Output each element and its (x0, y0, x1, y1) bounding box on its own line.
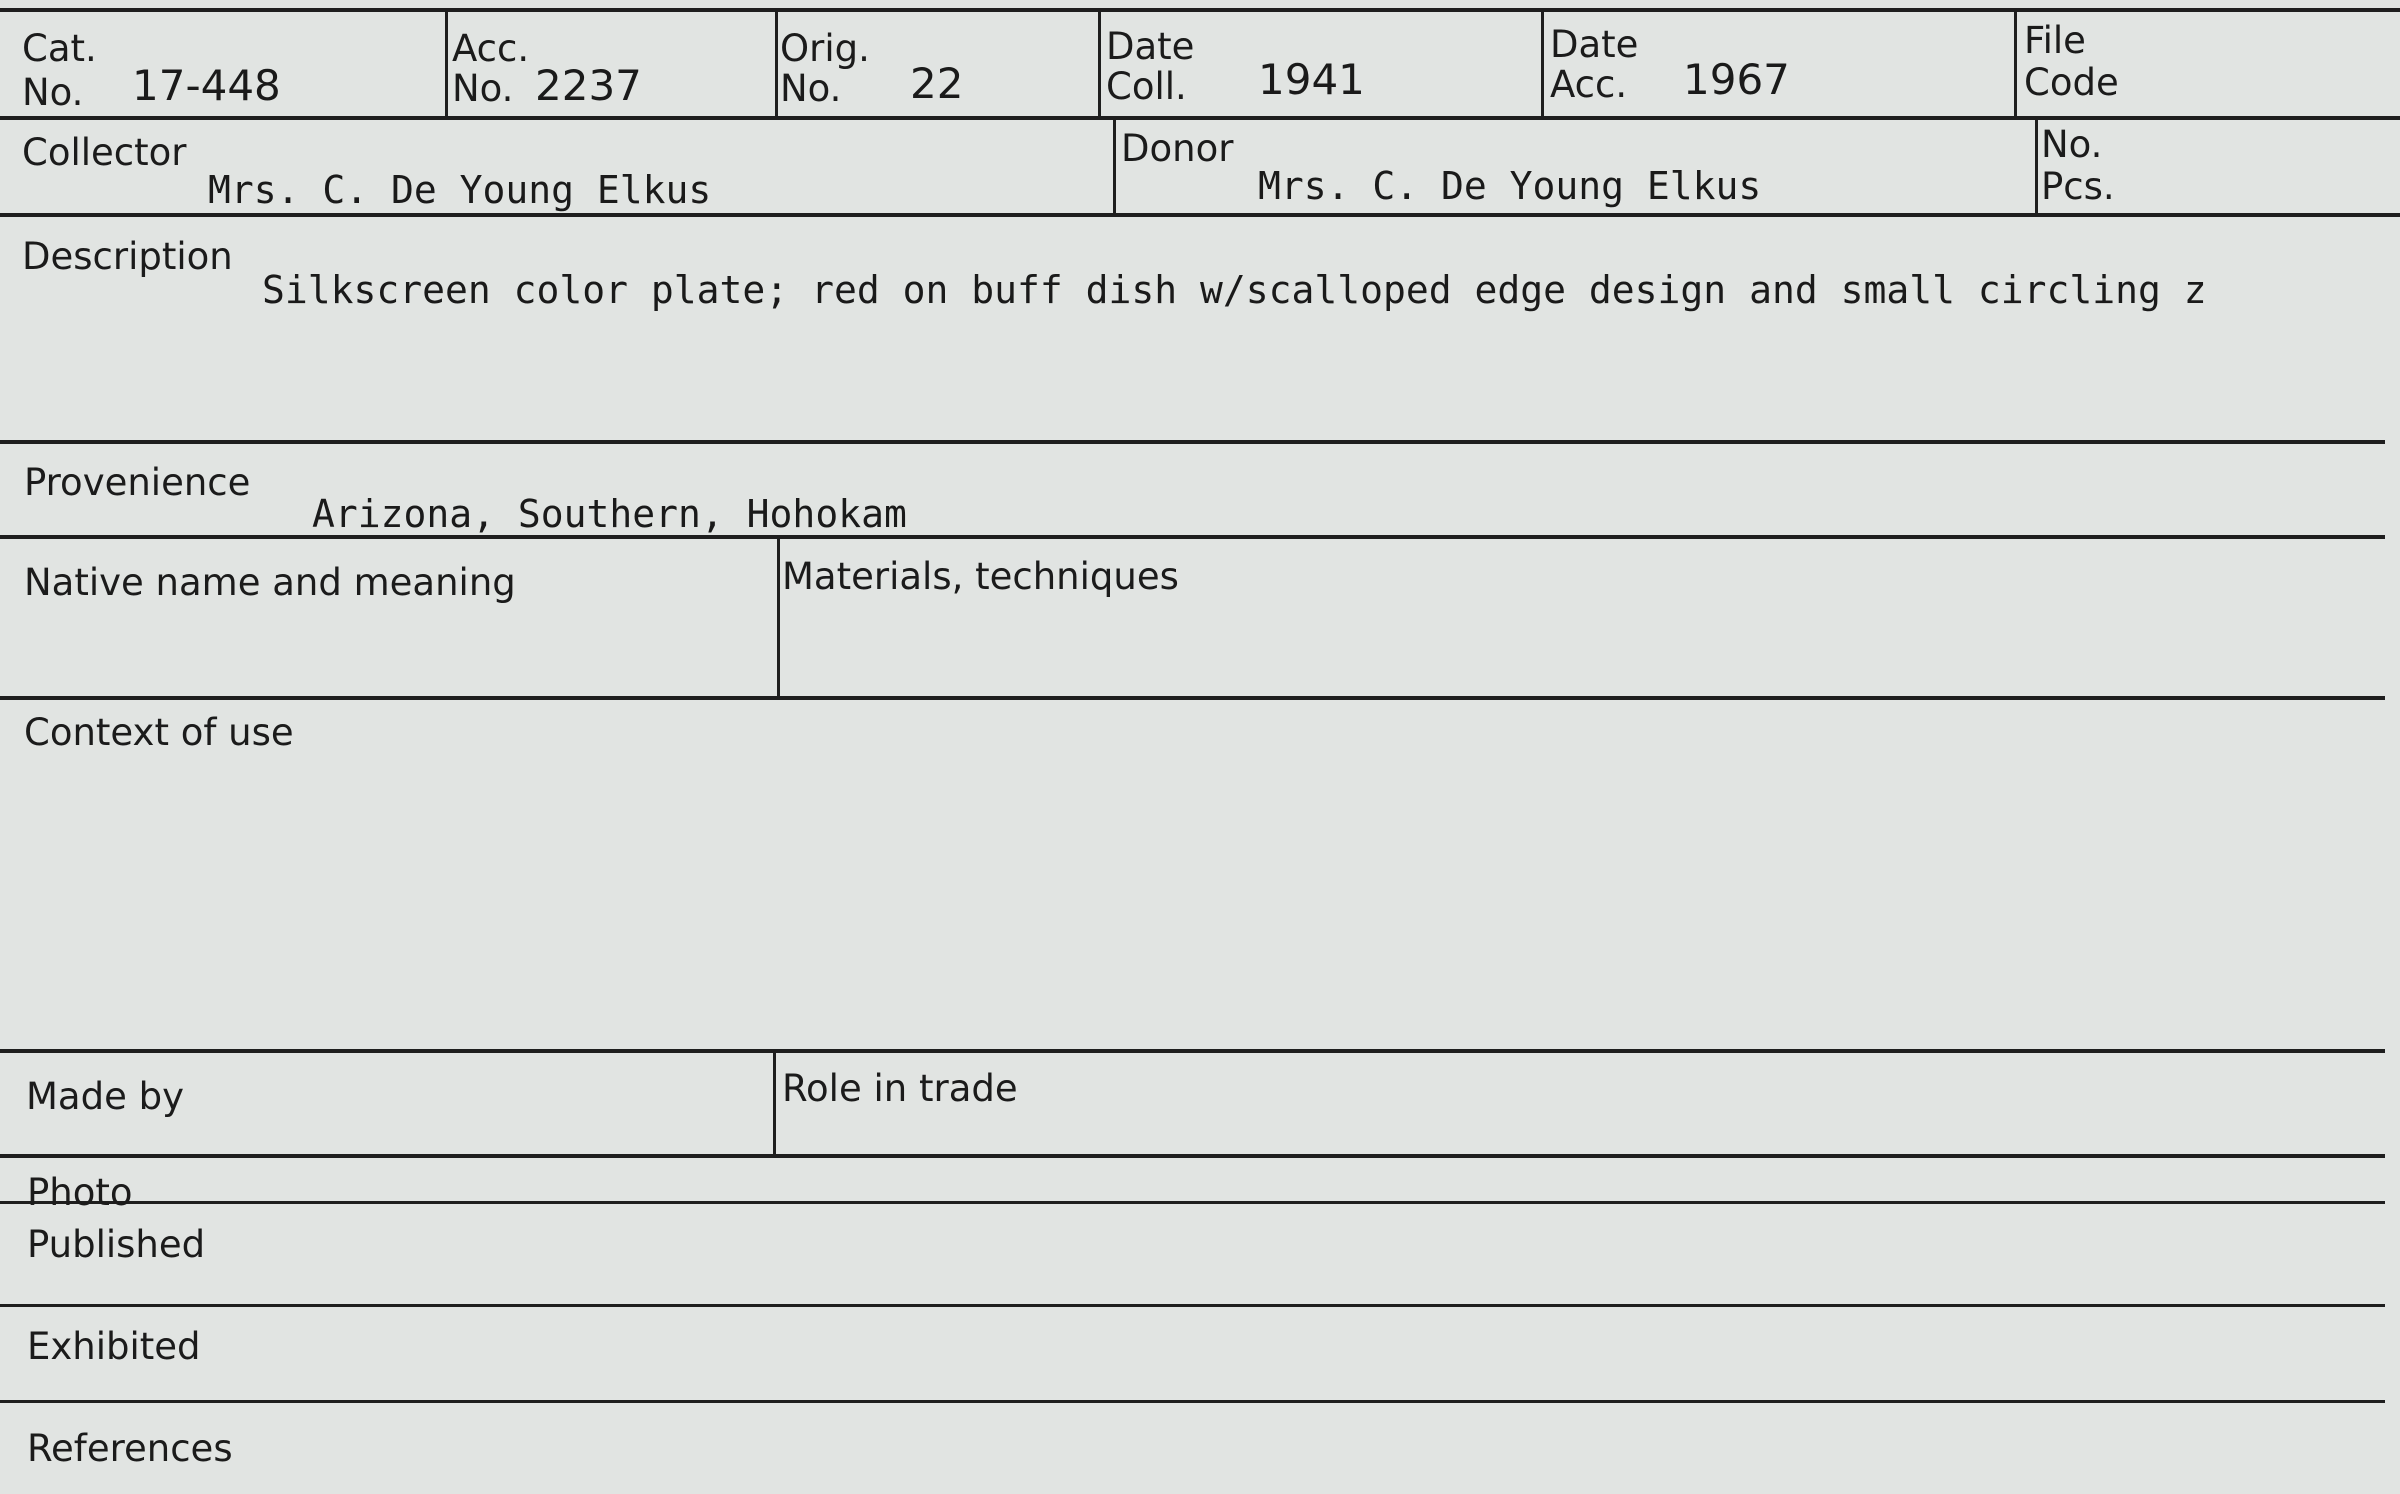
exhibited-bottom-rule (0, 1400, 2385, 1403)
cat-label-line1: Cat. (22, 27, 97, 70)
date-coll-label-line1: Date (1106, 25, 1195, 68)
madeby-bottom-rule (0, 1154, 2385, 1158)
materials-label: Materials, techniques (782, 555, 1179, 598)
orig-label-line2: No. (780, 67, 842, 110)
date-coll-value: 1941 (1258, 55, 1365, 104)
exhibited-label: Exhibited (27, 1325, 201, 1368)
provenience-value: Arizona, Southern, Hohokam (312, 492, 907, 536)
divider-orig-datecoll (1098, 10, 1101, 118)
orig-no-value: 22 (910, 59, 964, 108)
divider-collector-donor (1113, 118, 1116, 215)
native-name-label: Native name and meaning (24, 561, 516, 604)
cat-label-line2: No. (22, 71, 84, 114)
divider-native-materials (777, 537, 780, 698)
no-pcs-label-line2: Pcs. (2041, 165, 2115, 208)
context-label: Context of use (24, 711, 294, 754)
description-label: Description (22, 235, 233, 278)
file-code-label-line1: File (2024, 19, 2086, 62)
references-label: References (27, 1427, 233, 1470)
divider-datecoll-dateacc (1541, 10, 1544, 118)
divider-acc-orig (775, 10, 778, 118)
acc-label-line1: Acc. (452, 27, 530, 70)
collector-value: Mrs. C. De Young Elkus (208, 168, 712, 212)
date-coll-label-line2: Coll. (1106, 65, 1187, 108)
made-by-label: Made by (26, 1075, 184, 1118)
divider-madeby-role (773, 1051, 776, 1156)
orig-label-line1: Orig. (780, 27, 870, 70)
row1-bottom-rule (0, 116, 2400, 120)
divider-donor-pcs (2035, 118, 2038, 215)
file-code-label-line2: Code (2024, 61, 2119, 104)
native-bottom-rule (0, 696, 2385, 700)
top-border (0, 8, 2400, 12)
date-acc-label-line1: Date (1550, 23, 1639, 66)
description-value: Silkscreen color plate; red on buff dish w/scalloped edge design and small circling z (262, 268, 2207, 312)
cat-no-value: 17-448 (132, 61, 281, 110)
row2-bottom-rule (0, 213, 2400, 217)
divider-cat-acc (445, 10, 448, 118)
divider-dateacc-filecode (2014, 10, 2017, 118)
donor-value: Mrs. C. De Young Elkus (1258, 164, 1762, 208)
date-acc-value: 1967 (1683, 55, 1790, 104)
published-bottom-rule (0, 1304, 2385, 1307)
date-acc-label-line2: Acc. (1550, 63, 1628, 106)
collector-label: Collector (22, 131, 187, 174)
description-bottom-rule (0, 440, 2385, 444)
photo-bottom-rule (0, 1201, 2385, 1204)
photo-label: Photo (27, 1171, 133, 1214)
role-label: Role in trade (782, 1067, 1018, 1110)
provenience-label: Provenience (24, 461, 251, 504)
acc-no-value: 2237 (535, 61, 642, 110)
no-pcs-label-line1: No. (2041, 123, 2103, 166)
published-label: Published (27, 1223, 206, 1266)
context-bottom-rule (0, 1049, 2385, 1053)
acc-label-line2: No. (452, 67, 514, 110)
donor-label: Donor (1121, 127, 1234, 170)
